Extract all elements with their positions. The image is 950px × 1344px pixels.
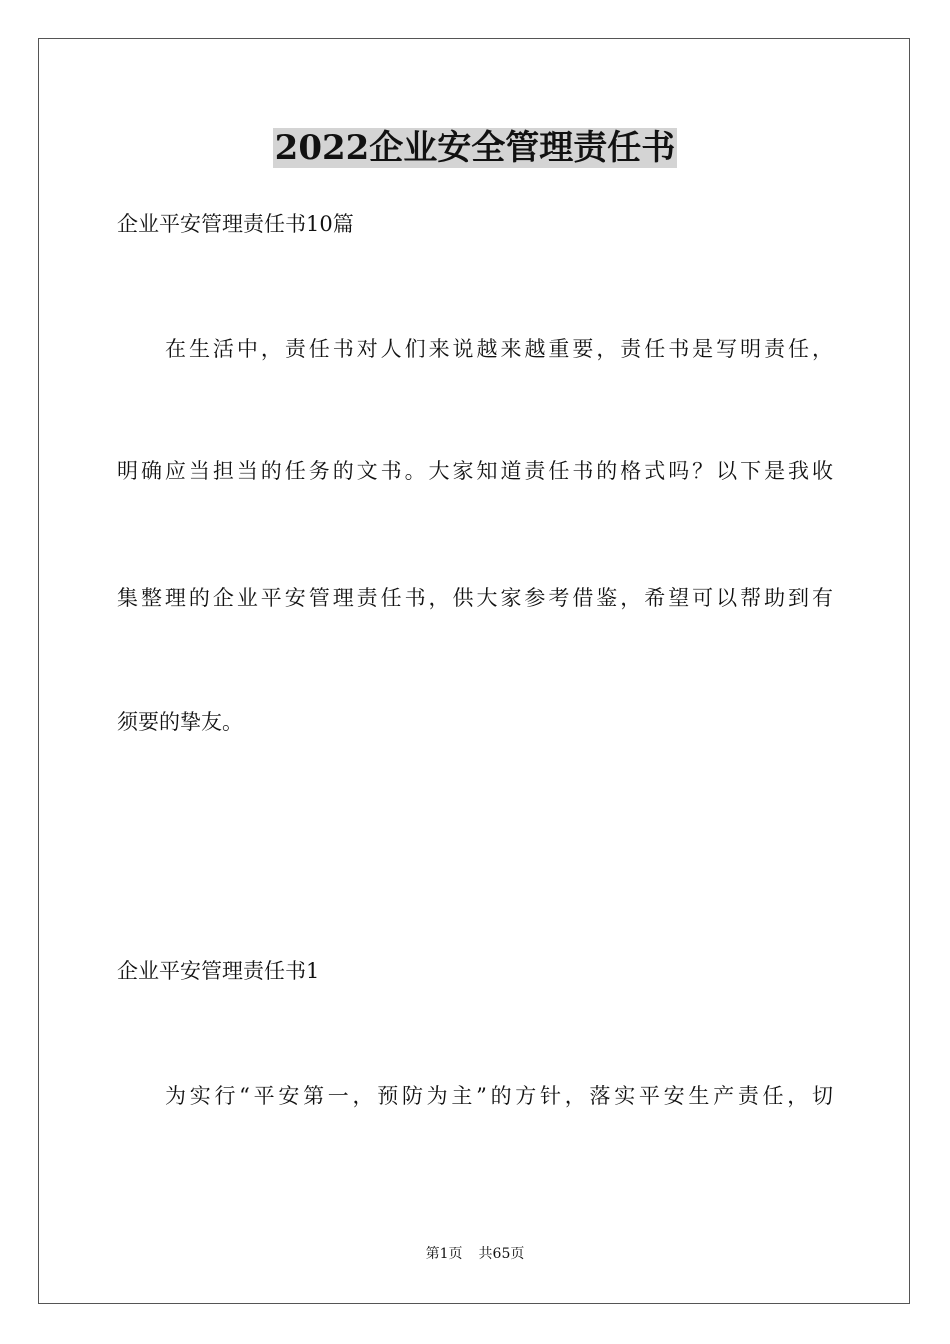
page-number: 第1页 bbox=[425, 1246, 463, 1262]
document-title bbox=[0, 126, 950, 170]
page-total: 共65页 bbox=[478, 1246, 525, 1262]
intro-line-1: 在生活中，责任书对人们来说越来越重要，责任书是写明责任， bbox=[165, 337, 833, 361]
intro-line-3: 集整理的企业平安管理责任书，供大家参考借鉴，希望可以帮助到有 bbox=[117, 586, 833, 610]
section-heading: 企业平安管理责任书1 bbox=[117, 959, 320, 983]
document-subtitle: 企业平安管理责任书10篇 bbox=[117, 212, 354, 236]
section-first-line: 为实行“平安第一，预防为主”的方针，落实平安生产责任，切 bbox=[165, 1084, 833, 1108]
page-footer bbox=[0, 1245, 950, 1263]
intro-line-4: 须要的挚友。 bbox=[117, 710, 243, 734]
document-title-text: 2022企业安全管理责任书 bbox=[274, 128, 676, 168]
intro-line-2: 明确应当担当的任务的文书。大家知道责任书的格式吗？以下是我收 bbox=[117, 459, 833, 483]
